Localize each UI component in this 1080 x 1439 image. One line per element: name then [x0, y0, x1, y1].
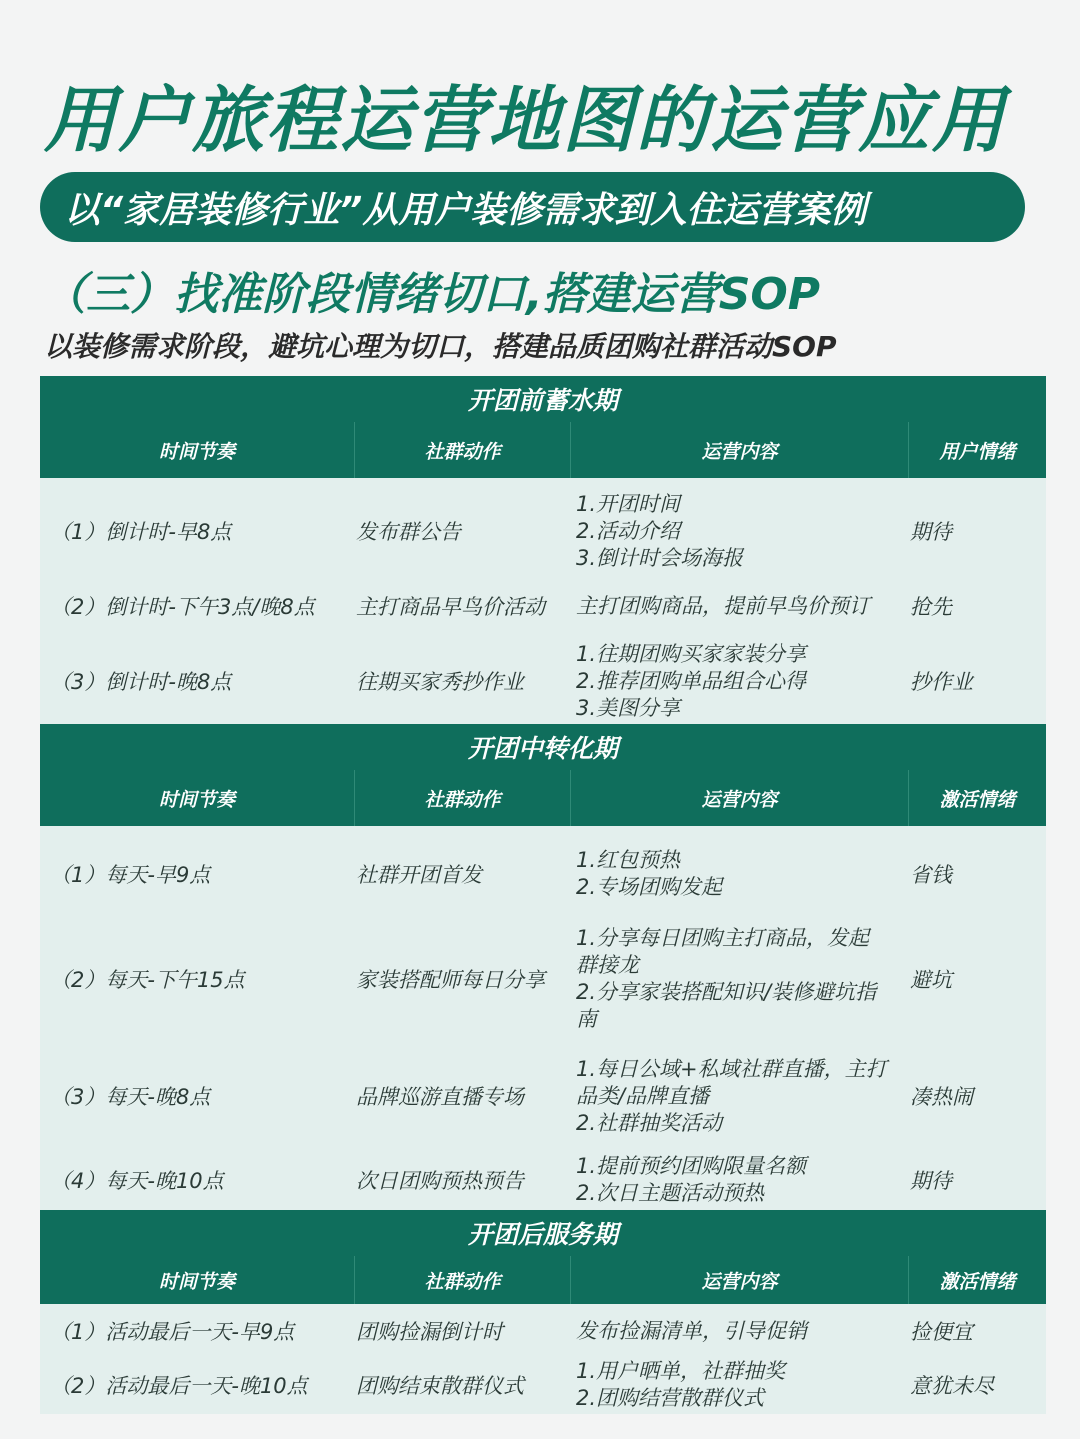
content-line: 2.推荐团购单品组合心得 — [576, 668, 807, 693]
content-line: 1.开团时间 — [576, 491, 681, 516]
sop-table — [40, 376, 1046, 1414]
content-line: 2.分享家装搭配知识/装修避坑指 — [576, 980, 877, 1004]
column-header: 时间节奏 — [158, 788, 235, 811]
column-header: 时间节奏 — [158, 440, 235, 463]
emotion-cell: 意犹未尽 — [910, 1374, 994, 1398]
action-cell: 社群开团首发 — [356, 863, 482, 887]
emotion-cell: 省钱 — [910, 863, 952, 887]
content-cell — [570, 832, 908, 916]
column-header: 社群动作 — [354, 1256, 570, 1304]
table-row — [40, 916, 1046, 1038]
content-lines — [576, 1153, 806, 1207]
content-line: 1.往期团购买家家装分享 — [576, 641, 807, 666]
content-lines — [576, 593, 870, 620]
column-header: 运营内容 — [570, 1256, 908, 1304]
table-row — [40, 1038, 1046, 1150]
table-row — [40, 1304, 1046, 1356]
time-cell: （1）活动最后一天-早9点 — [50, 1320, 295, 1344]
content-line: 1.用户晒单，社群抽奖 — [576, 1359, 786, 1383]
content-line: 1.分享每日团购主打商品，发起 — [576, 926, 870, 950]
phase-title: 开团中转化期 — [40, 724, 1046, 770]
time-cell: （1）倒计时-早8点 — [50, 520, 232, 544]
table-row — [40, 478, 1046, 578]
emotion-cell: 凑热闹 — [910, 1085, 973, 1109]
content-lines — [576, 925, 876, 1033]
column-header-row — [40, 422, 1046, 478]
content-cell — [570, 920, 908, 1038]
table-row — [40, 1356, 1046, 1414]
column-header: 激活情绪 — [908, 770, 1046, 826]
content-line: 1.每日公域+私域社群直播，主打 — [576, 1056, 887, 1081]
section-heading: （三）找准阶段情绪切口,搭建运营SOP — [42, 269, 821, 320]
action-cell: 主打商品早鸟价活动 — [356, 595, 545, 619]
content-cell — [570, 1356, 908, 1414]
time-cell: （3）倒计时-晚8点 — [50, 670, 232, 694]
content-line: 主打团购商品，提前早鸟价预订 — [576, 593, 870, 618]
content-cell — [570, 578, 908, 634]
table-row — [40, 634, 1046, 724]
content-line: 2.社群抽奖活动 — [576, 1110, 723, 1135]
content-cell — [570, 1042, 908, 1150]
content-cell — [570, 638, 908, 724]
column-header-row — [40, 770, 1046, 826]
content-line: 3.倒计时会场海报 — [576, 545, 744, 570]
action-cell: 发布群公告 — [356, 520, 461, 544]
action-cell: 次日团购预热预告 — [356, 1169, 524, 1193]
content-lines — [576, 847, 722, 901]
content-line: 群接龙 — [576, 953, 639, 977]
emotion-cell: 期待 — [910, 520, 952, 544]
time-cell: （4）每天-晚10点 — [50, 1169, 224, 1193]
column-header: 时间节奏 — [158, 1270, 235, 1293]
content-cell — [570, 1150, 908, 1210]
table-row — [40, 1150, 1046, 1210]
content-lines — [576, 1358, 785, 1412]
page-title: 用户旅程运营地图的运营应用 — [44, 78, 1007, 162]
content-lines — [576, 641, 806, 722]
action-cell: 往期买家秀抄作业 — [356, 670, 524, 694]
emotion-cell: 抄作业 — [910, 670, 973, 694]
table-row — [40, 826, 1046, 916]
emotion-cell: 捡便宜 — [910, 1320, 973, 1344]
content-line: 2.团购结营散群仪式 — [576, 1386, 765, 1410]
content-line: 2.专场团购发起 — [576, 875, 723, 899]
emotion-cell: 抢先 — [910, 595, 952, 619]
content-line: 3.美图分享 — [576, 695, 681, 720]
content-lines — [576, 491, 743, 572]
case-banner — [40, 172, 1025, 242]
column-header-row — [40, 1256, 1046, 1304]
phase-title: 开团前蓄水期 — [40, 376, 1046, 422]
content-cell — [570, 484, 908, 578]
time-cell: （2）倒计时-下午3点/晚8点 — [50, 595, 315, 619]
column-header: 社群动作 — [354, 422, 570, 478]
content-line: 1.提前预约团购限量名额 — [576, 1154, 807, 1178]
subheading: 以装修需求阶段，避坑心理为切口，搭建品质团购社群活动SOP — [44, 330, 837, 363]
table-row — [40, 578, 1046, 634]
content-lines — [576, 1318, 807, 1345]
action-cell: 家装搭配师每日分享 — [356, 968, 545, 992]
content-line: 南 — [576, 1007, 597, 1031]
content-line: 2.活动介绍 — [576, 518, 681, 543]
content-line: 发布捡漏清单，引导促销 — [576, 1318, 807, 1343]
content-line: 2.次日主题活动预热 — [576, 1181, 765, 1205]
column-header: 激活情绪 — [908, 1256, 1046, 1304]
column-header: 社群动作 — [354, 770, 570, 826]
column-header: 运营内容 — [570, 422, 908, 478]
emotion-cell: 期待 — [910, 1169, 952, 1193]
phase-title: 开团后服务期 — [40, 1210, 1046, 1256]
time-cell: （2）活动最后一天-晚10点 — [50, 1374, 308, 1398]
content-line: 品类/品牌直播 — [576, 1083, 710, 1108]
time-cell: （3）每天-晚8点 — [50, 1085, 211, 1109]
time-cell: （1）每天-早9点 — [50, 863, 211, 887]
content-line: 1.红包预热 — [576, 848, 681, 872]
action-cell: 品牌巡游直播专场 — [356, 1085, 524, 1109]
action-cell: 团购结束散群仪式 — [356, 1374, 524, 1398]
action-cell: 团购捡漏倒计时 — [356, 1320, 503, 1344]
time-cell: （2）每天-下午15点 — [50, 968, 245, 992]
emotion-cell: 避坑 — [910, 968, 952, 992]
content-lines — [576, 1056, 887, 1137]
banner-text: 以“家居装修行业”从用户装修需求到入住运营案例 — [64, 189, 867, 231]
column-header: 用户情绪 — [908, 422, 1046, 478]
content-cell — [570, 1306, 908, 1356]
column-header: 运营内容 — [570, 770, 908, 826]
